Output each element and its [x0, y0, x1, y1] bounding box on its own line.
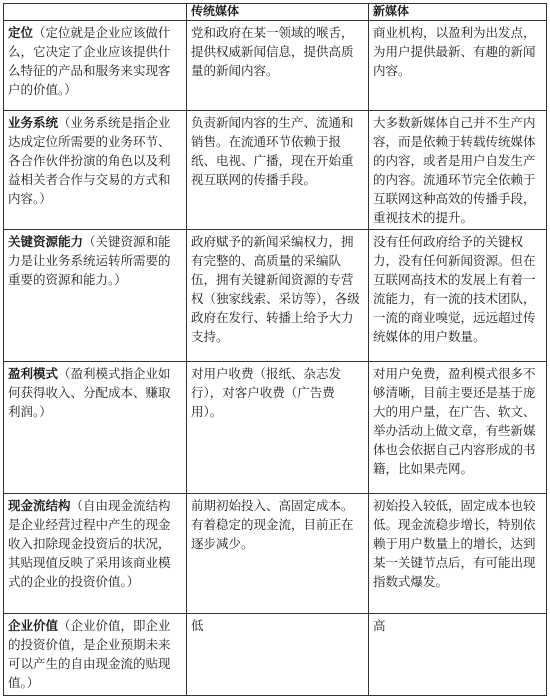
- row-key-resources: [4, 230, 547, 362]
- row-cash-flow: [4, 494, 547, 614]
- traditional-media-cell: 负责新闻内容的生产、流通和销售。在流通环节依赖于报纸、电视、广播，现在开始重视互联网的传播手段。: [187, 111, 369, 230]
- criterion-term: 现金流结构: [8, 498, 71, 513]
- header-traditional-media: 传统媒体: [187, 4, 369, 21]
- criterion-cell: [4, 230, 187, 362]
- row-enterprise-value: [4, 614, 547, 696]
- traditional-media-cell: 对用户收费（报纸、杂志发行），对客户收费（广告费用）。: [187, 362, 369, 494]
- criterion-term: 关键资源能力: [8, 234, 84, 249]
- new-media-cell: 商业机构，以盈利为出发点，为用户提供最新、有趣的新闻内容。: [369, 21, 547, 111]
- traditional-media-cell: 前期初始投入、高固定成本。有着稳定的现金流，目前正在逐步减少。: [187, 494, 369, 614]
- new-media-cell: 对用户免费，盈利模式很多不够清晰，目前主要还是基于庞大的用户量，在广告、软文、举办活动上做文章，有些新媒体也会依据自己内容形成的书籍，比如果壳网。: [369, 362, 547, 494]
- criterion-definition: （自由现金流结构是企业经营过程中产生的现金收入扣除现金投资后的状况，其贴现值反映了采用该商业模式的企业的投资价值。）: [8, 498, 171, 589]
- traditional-media-cell: 政府赋予的新闻采编权力，拥有完整的、高质量的采编队伍，拥有关键新闻资源的专营权（独家线索、采访等），各级政府在发行、转播上给予大力支持。: [187, 230, 369, 362]
- criterion-definition: （定位就是企业应该做什么，它决定了企业应该提供什么特征的产品和服务来实现客户的价值。）: [8, 25, 171, 97]
- criterion-term: 盈利模式: [8, 366, 59, 381]
- criterion-term: 企业价值: [8, 618, 59, 633]
- criterion-term: 业务系统: [8, 115, 59, 130]
- criterion-cell: [4, 111, 187, 230]
- new-media-cell: 没有任何政府给予的关键权力，没有任何新闻资源。但在互联网高技术的发展上有着一流能力，有一流的技术团队，一流的商业嗅觉，远远超过传统媒体的用户数量。: [369, 230, 547, 362]
- criterion-term: 定位: [8, 25, 34, 40]
- header-new-media: 新媒体: [369, 4, 547, 21]
- row-profit-model: [4, 362, 547, 494]
- new-media-cell: 初始投入较低，固定成本也较低。现金流稳步增长，特别依赖于用户数量上的增长，达到某一关键节点后，有可能出现指数式爆发。: [369, 494, 547, 614]
- criterion-cell: [4, 21, 187, 111]
- comparison-table: [3, 3, 547, 696]
- traditional-media-cell: 党和政府在某一领域的喉舌，提供权威新闻信息，提供高质量的新闻内容。: [187, 21, 369, 111]
- criterion-cell: [4, 614, 187, 696]
- criterion-definition: （盈利模式指企业如何获得收入、分配成本、赚取利润。）: [8, 366, 171, 419]
- criterion-definition: （关键资源和能力是让业务系统运转所需要的重要的资源和能力。）: [8, 234, 171, 287]
- header-row: [4, 4, 547, 21]
- row-business-system: [4, 111, 547, 230]
- header-empty-cell: [4, 4, 187, 21]
- new-media-cell: 大多数新媒体自己并不生产内容，而是依赖于转载传统媒体的内容，或者是用户自发生产的内容。流通环节完全依赖于互联网这种高效的传播手段，重视技术的提升。: [369, 111, 547, 230]
- new-media-cell: 高: [369, 614, 547, 696]
- row-positioning: [4, 21, 547, 111]
- criterion-definition: （业务系统是指企业达成定位所需要的业务环节、各合作伙伴扮演的角色以及利益相关者合作与交易的方式和内容。）: [8, 115, 171, 206]
- traditional-media-cell: 低: [187, 614, 369, 696]
- criterion-definition: （企业价值，即企业的投资价值，是企业预期未来可以产生的自由现金流的贴现值。）: [8, 618, 171, 690]
- criterion-cell: [4, 494, 187, 614]
- criterion-cell: [4, 362, 187, 494]
